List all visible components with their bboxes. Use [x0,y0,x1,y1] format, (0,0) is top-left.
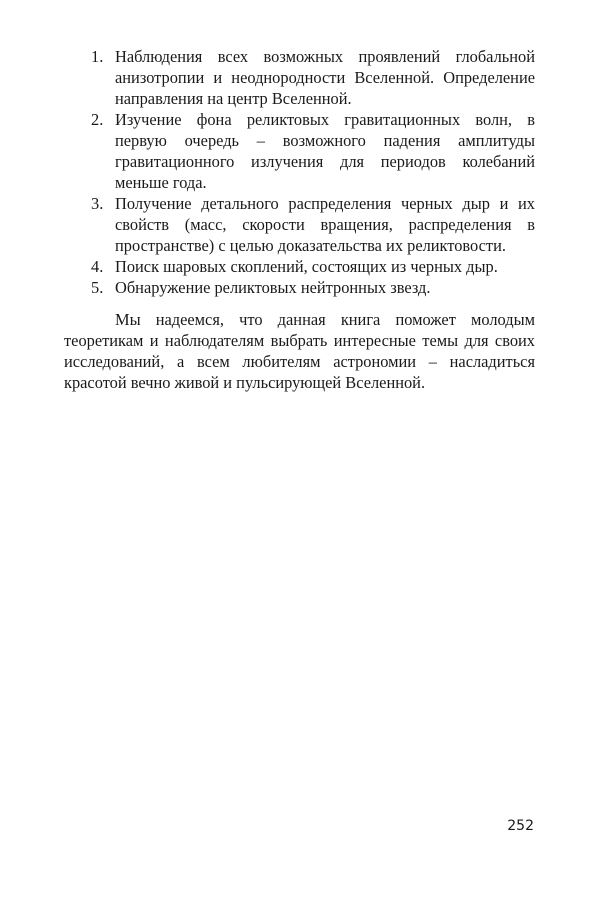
list-item-text: Обнаружение реликтовых нейтронных звезд. [115,278,431,297]
list-item [64,277,535,298]
research-tasks-list [64,46,535,298]
page-content [64,46,535,393]
list-item-number: 1. [91,47,104,66]
list-item-number: 4. [91,257,104,276]
list-item-number: 2. [91,110,104,129]
closing-paragraph: Мы надеемся, что данная книга поможет молодым теоретикам и наблюдателям выбрать интересные темы для своих исследований, а всем любителям астрономии – насладиться красотой вечно живой и пульсирующей Вселенной. [64,310,535,392]
list-item-text: Наблюдения всех возможных проявлений глобальной анизотропии и неоднородности Вселенной. Определение направления на центр Вселенной. [115,47,535,108]
list-item [64,256,535,277]
list-item-number: 5. [91,278,104,297]
page-number: 252 [507,818,534,834]
list-item [64,193,535,256]
list-item-text: Получение детального распределения черных дыр и их свойств (масс, скорости вращения, распределения в пространстве) с целью доказательства их реликтовости. [115,194,535,255]
list-item-text: Поиск шаровых скоплений, состоящих из черных дыр. [115,257,498,276]
list-item-text: Изучение фона реликтовых гравитационных волн, в первую очередь – возможного падения амплитуды гравитационного излучения для периодов колебаний меньше года. [115,110,535,192]
list-item [64,109,535,193]
list-item-number: 3. [91,194,104,213]
list-item [64,46,535,109]
